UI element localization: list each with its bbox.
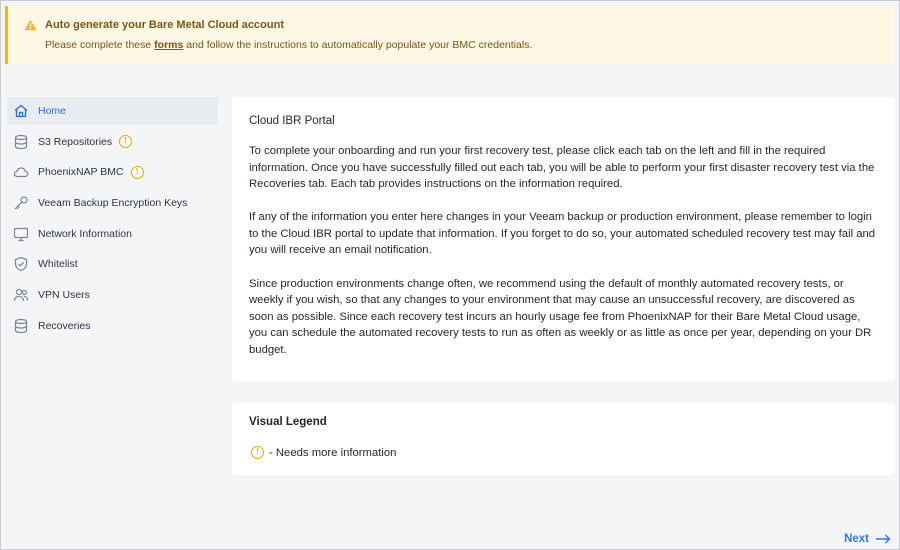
sidebar-nav: [7, 97, 218, 343]
sidebar-item-recoveries[interactable]: [7, 312, 218, 340]
legend-card: [232, 403, 895, 475]
legend-title: Visual Legend: [249, 416, 327, 428]
sidebar-item-label: S3 Repositories: [38, 135, 113, 148]
sidebar-item-label: VPN Users: [38, 289, 90, 302]
sidebar-item-phoenixnap-bmc[interactable]: [7, 158, 218, 186]
cloud-icon: [13, 164, 29, 180]
account-banner: [5, 6, 895, 64]
warning-icon: [24, 19, 37, 31]
intro-card: [232, 97, 895, 381]
sidebar-item-label: Home: [38, 105, 67, 117]
sidebar-item-label: Whitelist: [38, 258, 78, 271]
banner-text-before: Please complete these: [45, 39, 155, 51]
legend-row: [249, 446, 878, 459]
sidebar-item-home[interactable]: [7, 97, 218, 125]
page-title: Cloud IBR Portal: [249, 115, 335, 127]
users-icon: [13, 287, 29, 303]
next-label: Next: [844, 533, 869, 545]
arrow-right-icon: [875, 534, 891, 544]
sidebar-item-label: PhoenixNAP BMC: [38, 166, 124, 179]
key-icon: [13, 195, 29, 211]
monitor-icon: [13, 226, 29, 242]
sidebar-item-label: Network Information: [38, 227, 132, 240]
sidebar-item-vpn-users[interactable]: [7, 281, 218, 309]
sidebar-item-label: Recoveries: [38, 319, 91, 332]
sidebar-item-label: Veeam Backup Encryption Keys: [38, 197, 188, 210]
database-icon: [13, 318, 29, 334]
intro-paragraph: To complete your onboarding and run your first recovery test, please click each tab on the left and fill in the required information. Once you have successfully filled out each tab, you will be able to perform your first disaster recovery test via the Recoveries tab. Each tab provides instructions on the information required.: [249, 145, 875, 191]
intro-paragraph: If any of the information you enter here changes in your Veeam backup or production environment, please remember to login to the Cloud IBR portal to update that information. If you forget to do so, your automated scheduled recovery test may fail and you will receive an email notification.: [249, 211, 876, 257]
needs-info-icon: !: [119, 135, 132, 148]
sidebar-item-s3-repositories[interactable]: [7, 128, 218, 156]
shield-check-icon: [13, 256, 29, 272]
legend-label: - Needs more information: [269, 446, 397, 459]
intro-paragraph: Since production environments change often, we recommend using the default of monthly automated recovery tests, or weekly if you wish, so that any changes to your environment that may cause an unsuccessful recovery, are discovered as soon as possible. Since each recovery test incurs an hourly usage fee from PhoenixNAP for their Bare Metal Cloud usage, you can schedule the automated recovery tests to run as often as weekly or as little as once per year, depending on your DR budget.: [249, 277, 872, 356]
forms-link[interactable]: forms: [154, 39, 184, 51]
banner-text-after: and follow the instructions to automatically populate your BMC credentials.: [183, 39, 533, 51]
needs-info-icon: !: [251, 446, 264, 459]
banner-text: [45, 39, 532, 51]
needs-info-icon: !: [131, 166, 144, 179]
sidebar-item-veeam-encryption-keys[interactable]: [7, 189, 218, 217]
database-icon: [13, 134, 29, 150]
sidebar-item-whitelist[interactable]: [7, 250, 218, 278]
home-icon: [13, 103, 29, 119]
banner-title: Auto generate your Bare Metal Cloud account: [45, 19, 284, 31]
next-button[interactable]: [844, 533, 891, 545]
sidebar-item-network-information[interactable]: [7, 220, 218, 248]
